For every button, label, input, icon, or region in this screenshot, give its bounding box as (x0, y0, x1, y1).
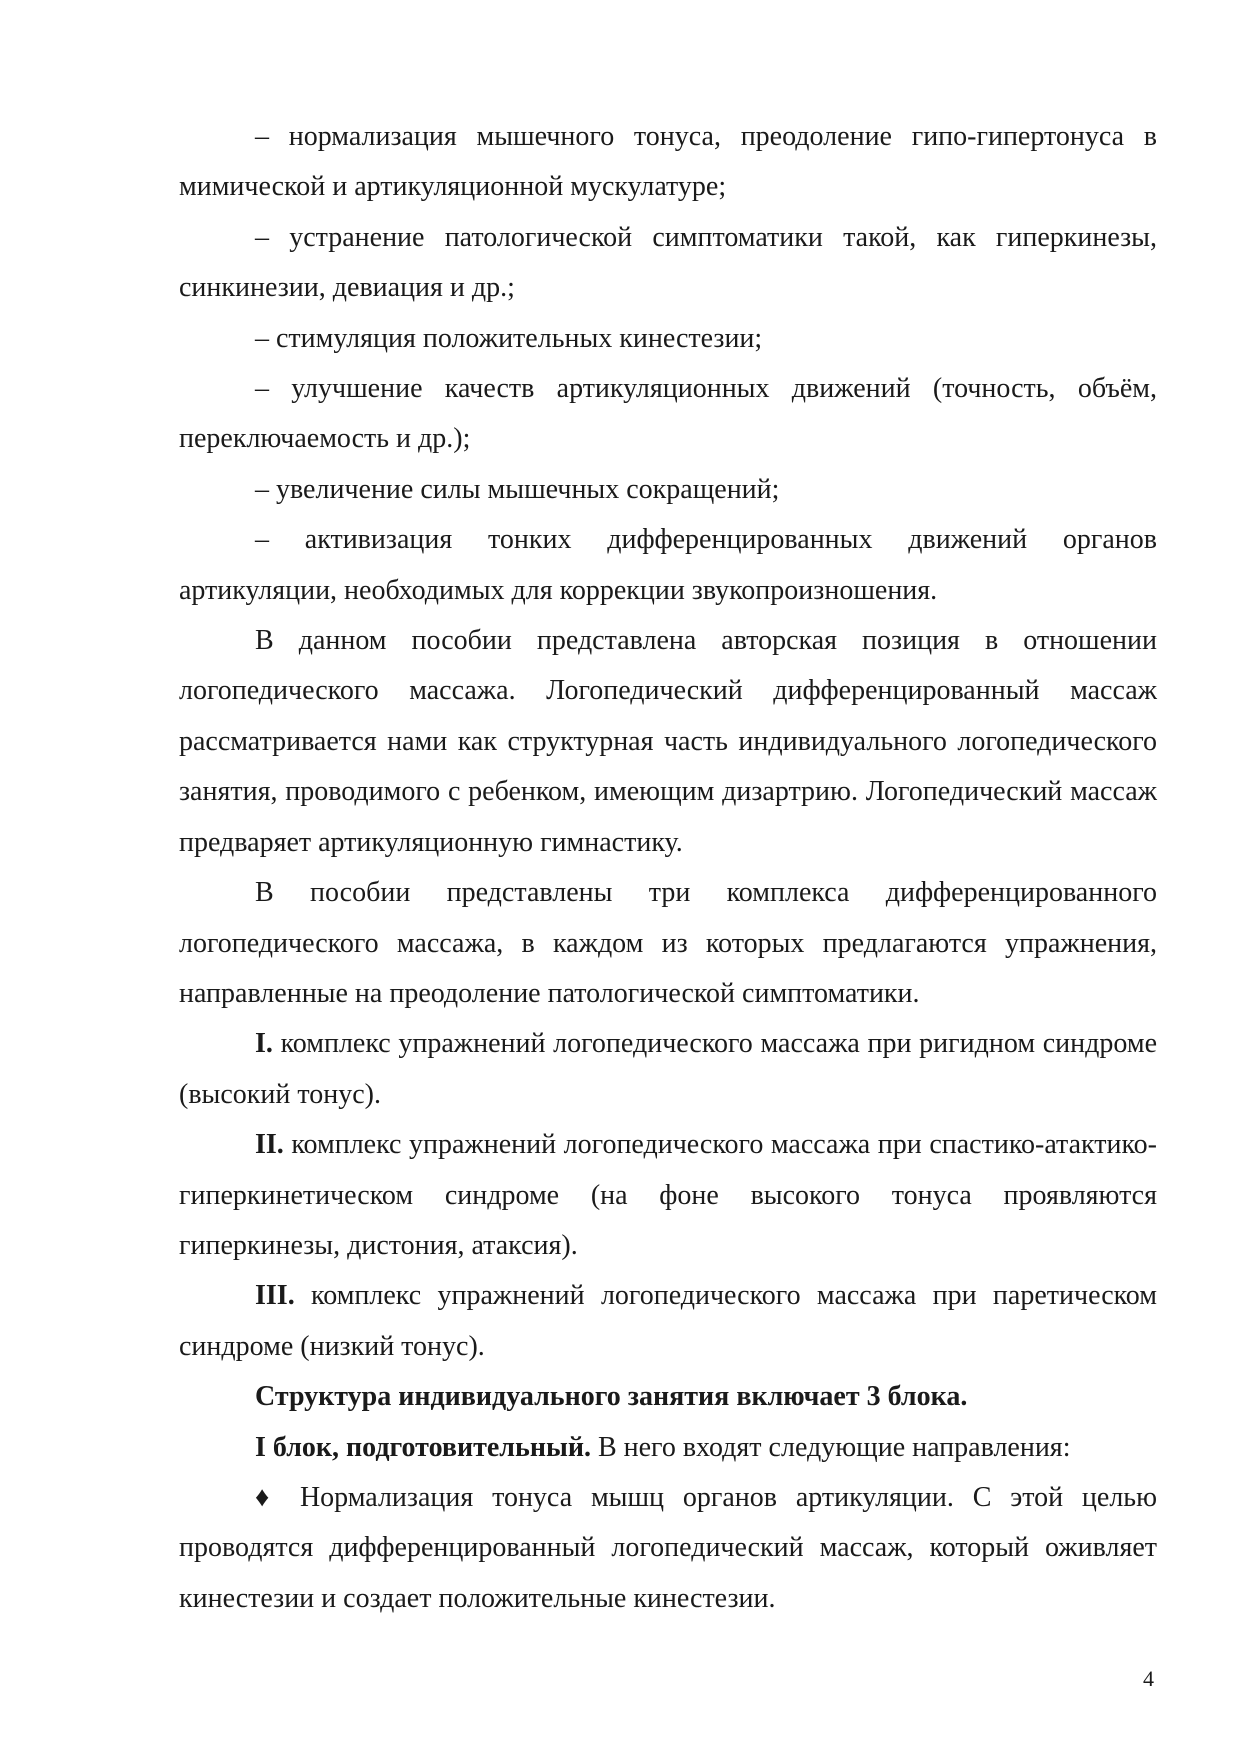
paragraph-author-position: В данном пособии представлена авторская позиция в отношении логопедического массажа. Логопедический дифференцированный массаж рассматривается нами как структурная часть индивидуального логопедического занятия, проводимого с ребенком, имеющим дизартрию. Логопедический массаж предваряет артикуляционную гимнастику. (179, 625, 1157, 858)
list-item-fine-movements: – активизация тонких дифференцированных движений органов артикуляции, необходимых для коррекции звукопроизношения. (179, 524, 1157, 606)
list-item-muscle-strength: – увеличение силы мышечных сокращений; (255, 473, 780, 505)
complex-item-2: II. комплекс упражнений логопедического массажа при спастико-атактико-гиперкинетическом синдроме (на фоне высокого тонуса проявляются гиперкинезы, дистония, атаксия). (179, 1129, 1157, 1261)
list-item-pathology: – устранение патологической симптоматики такой, как гиперкинезы, синкинезии, девиация и др.; (179, 221, 1157, 304)
complex-item-3: III. комплекс упражнений логопедического массажа при паретическом синдроме (низкий тонус). (179, 1280, 1157, 1362)
page-number: 4 (1143, 1666, 1154, 1691)
list-item-muscle-tone: – нормализация мышечного тонуса, преодоление гипо-гипертонуса в мимической и артикуляционной мускулатуре; (179, 121, 1157, 203)
block-1-intro: I блок, подготовительный. В него входят следующие направления: (255, 1431, 1071, 1463)
paragraph-three-complexes: В пособии представлены три комплекса дифференцированного логопедического массажа, в каждом из которых предлагаются упражнения, направленные на преодоление патологической симптоматики. (179, 877, 1157, 1009)
bullet-tone-normalization: ♦ Нормализация тонуса мышц органов артикуляции. С этой целью проводятся дифференцированный логопедический массаж, который оживляет кинестезии и создает положительные кинестезии. (179, 1481, 1157, 1614)
list-item-movement-quality: – улучшение качеств артикуляционных движений (точность, объём, переключаемость и др.); (179, 373, 1157, 455)
list-item-kinesthesia: – стимуляция положительных кинестезии; (255, 322, 763, 354)
complex-item-1: I. комплекс упражнений логопедического массажа при ригидном синдроме (высокий тонус). (179, 1028, 1157, 1110)
section-heading-structure: Структура индивидуального занятия включает 3 блока. (255, 1381, 968, 1413)
document-page (179, 112, 1157, 1624)
